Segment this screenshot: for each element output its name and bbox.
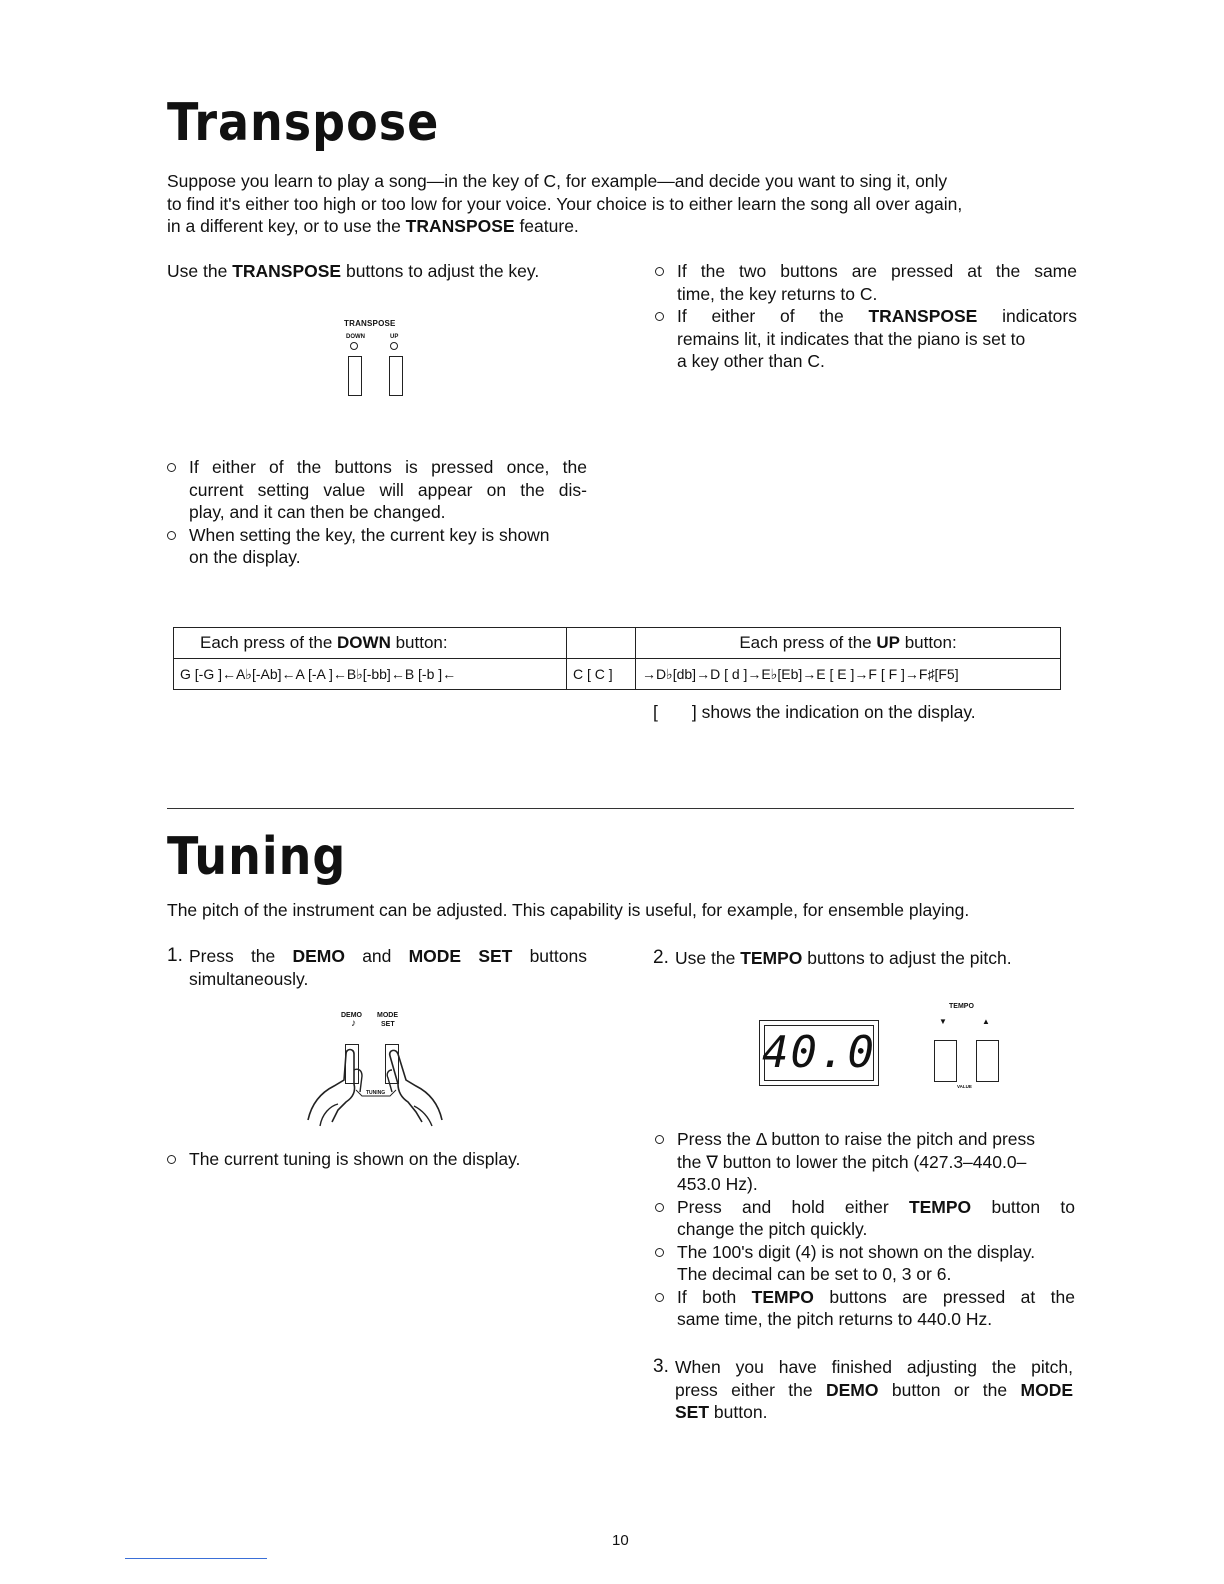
step-line: press either the DEMO button or the MODE: [675, 1379, 1073, 1400]
transpose-down-button[interactable]: [348, 356, 362, 396]
step-line: simultaneously.: [189, 968, 309, 989]
tempo-label: TEMPO: [949, 1003, 974, 1010]
bullet-item: [167, 524, 591, 569]
step-line: Press the DEMO and MODE SET buttons: [189, 946, 587, 966]
bullet-item: [655, 260, 1079, 305]
transpose-intro-line-3: in a different key, or to use the TRANSPOSE feature.: [167, 216, 579, 236]
bullet-item: [655, 305, 1079, 373]
bullet-line: If the two buttons are pressed at the same: [677, 261, 1077, 281]
transpose-panel-label: TRANSPOSE: [344, 319, 396, 328]
bullet-icon: [655, 1135, 664, 1144]
tuning-left-bullet: [167, 1148, 591, 1171]
lcd-display: [759, 1020, 879, 1086]
step-line: SET button.: [675, 1402, 768, 1422]
step-number: 1.: [167, 945, 183, 966]
bullet-line: If either of the buttons is pressed once, the: [189, 457, 587, 477]
transpose-heading: Transpose: [167, 92, 440, 153]
table-row: [174, 659, 1061, 690]
bullet-line: a key other than C.: [677, 351, 825, 371]
bullet-icon: [655, 312, 664, 321]
step-line: Use the TEMPO buttons to adjust the pitch.: [675, 948, 1012, 968]
bullet-line: The decimal can be set to 0, 3 or 6.: [677, 1264, 952, 1284]
bullet-line: When setting the key, the current key is shown: [189, 524, 550, 545]
bullet-line: play, and it can then be changed.: [189, 502, 446, 522]
bullet-icon: [167, 463, 176, 472]
mode-label: MODE: [377, 1012, 398, 1019]
transpose-use-text: Use the TRANSPOSE buttons to adjust the key.: [167, 261, 540, 281]
tempo-up-button[interactable]: [976, 1040, 999, 1082]
tempo-down-button[interactable]: [934, 1040, 957, 1082]
step-number: 3.: [653, 1356, 669, 1377]
bullet-icon: [167, 531, 176, 540]
bullet-item: [655, 1128, 1079, 1196]
bullet-line: If both TEMPO buttons are pressed at the: [677, 1286, 1075, 1307]
transpose-left-bullets: [167, 456, 591, 569]
bullet-line: on the display.: [189, 547, 301, 567]
bullet-line: 453.0 Hz).: [677, 1174, 758, 1194]
table-cell-down-sequence: G [-G ]←A♭[-Ab]←A [-A ]←B♭[-bb]←B [-b ]←: [174, 659, 567, 690]
transpose-intro-line-2: to find it's either too high or too low for your voice. Your choice is to either learn the song all over again,: [167, 193, 963, 214]
bullet-line: current setting value will appear on the dis-: [189, 479, 587, 500]
step-number: 2.: [653, 947, 669, 968]
table-header-down: Each press of the DOWN button:: [174, 628, 567, 659]
tuning-step-2: [653, 947, 1077, 970]
bullet-icon: [655, 267, 664, 276]
footer-link-underline: [125, 1558, 267, 1559]
music-note-icon: ♪: [351, 1018, 356, 1029]
tuning-step-1: [167, 945, 591, 990]
tuning-step-3: [653, 1356, 1077, 1424]
bullet-line: If either of the TRANSPOSE indicators: [677, 306, 1077, 326]
lcd-display-value: 40.0: [762, 1027, 876, 1078]
table-header-up: Each press of the UP button:: [636, 628, 1061, 659]
bullet-icon: [167, 1155, 176, 1164]
value-label: VALUE: [957, 1084, 972, 1089]
bullet-item: [655, 1286, 1079, 1331]
set-label: SET: [381, 1021, 395, 1028]
page-number: 10: [612, 1532, 629, 1549]
bullet-line: Press the Δ button to raise the pitch and press: [677, 1129, 1036, 1149]
bullet-line: The current tuning is shown on the display.: [189, 1149, 521, 1169]
bullet-line: time, the key returns to C.: [677, 283, 878, 304]
bullet-line: the ∇ button to lower the pitch (427.3–440.0–: [677, 1151, 1027, 1172]
section-divider: [167, 808, 1074, 809]
tempo-up-arrow-icon: ▲: [982, 1017, 990, 1026]
pressing-hands-icon: [300, 1040, 450, 1130]
table-note: [ ] shows the indication on the display.: [653, 702, 976, 722]
bullet-icon: [655, 1203, 664, 1212]
table-header-center: [567, 628, 636, 659]
transpose-up-indicator-icon: [390, 342, 398, 350]
bullet-item: [167, 1148, 591, 1171]
bullet-line: change the pitch quickly.: [677, 1219, 868, 1239]
tuning-heading: Tuning: [167, 826, 347, 887]
bullet-icon: [655, 1248, 664, 1257]
table-cell-up-sequence: →D♭[db]→D [ d ]→E♭[Eb]→E [ E ]→F [ F ]→F♯[F5]: [636, 659, 1061, 690]
demo-label: DEMO: [341, 1012, 362, 1019]
tempo-down-arrow-icon: ▼: [939, 1017, 947, 1026]
bullet-icon: [655, 1293, 664, 1302]
tuning-right-bullets: [655, 1128, 1079, 1331]
transpose-down-label: DOWN: [346, 334, 365, 340]
bullet-line: Press and hold either TEMPO button to: [677, 1196, 1075, 1217]
transpose-intro-line-1: Suppose you learn to play a song—in the key of C, for example—and decide you want to sing it, only: [167, 171, 948, 191]
transpose-up-label: UP: [390, 334, 399, 340]
table-row: [174, 628, 1061, 659]
bullet-line: remains lit, it indicates that the piano is set to: [677, 328, 1026, 349]
tuning-label: TUNING: [366, 1090, 386, 1096]
tuning-intro: The pitch of the instrument can be adjusted. This capability is useful, for example, for ensemble playing.: [167, 900, 970, 920]
transpose-down-indicator-icon: [350, 342, 358, 350]
step-line: When you have finished adjusting the pitch,: [675, 1357, 1073, 1377]
bullet-line: same time, the pitch returns to 440.0 Hz.: [677, 1309, 993, 1329]
transpose-key-table: [173, 627, 1061, 690]
bullet-line: The 100's digit (4) is not shown on the display.: [677, 1241, 1036, 1262]
bullet-item: [655, 1241, 1079, 1286]
transpose-right-bullets: [655, 260, 1079, 373]
table-cell-center: C [ C ]: [567, 659, 636, 690]
transpose-intro: [167, 170, 1087, 238]
transpose-up-button[interactable]: [389, 356, 403, 396]
bullet-item: [655, 1196, 1079, 1241]
bullet-item: [167, 456, 591, 524]
